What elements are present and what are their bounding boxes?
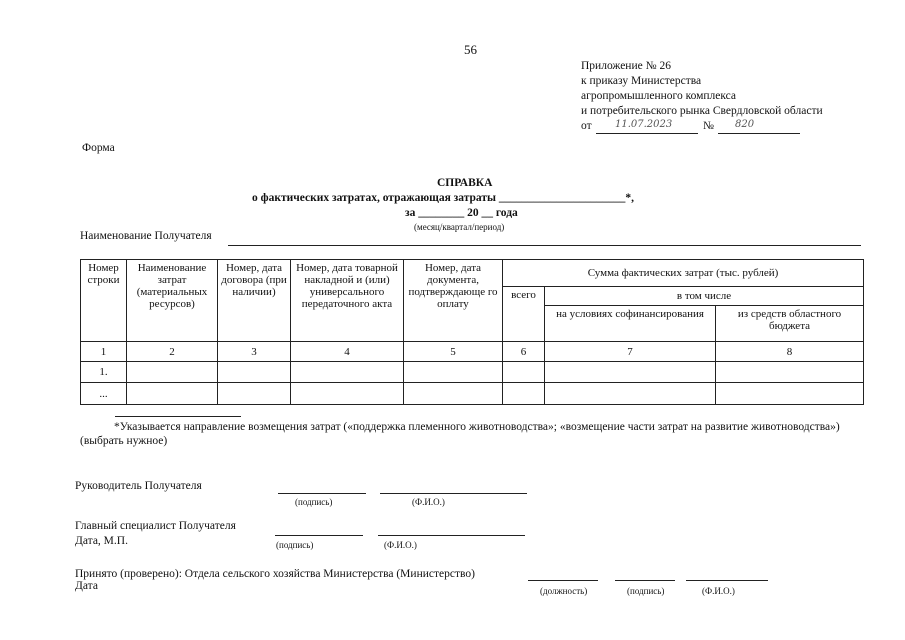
header-total: всего — [503, 287, 545, 342]
col-number: 6 — [503, 342, 545, 362]
title-line-3: за ________ 20 __ года — [405, 207, 518, 219]
col-number: 1 — [81, 342, 127, 362]
accepted-date-label: Дата — [75, 580, 98, 592]
chief-fio-hint: (Ф.И.О.) — [384, 540, 417, 550]
accepted-fio-hint: (Ф.И.О.) — [702, 586, 735, 596]
accepted-fio-line — [686, 580, 768, 581]
appendix-number-line — [718, 133, 800, 134]
chief-fio-line — [378, 535, 525, 536]
footnote-rule — [115, 416, 241, 417]
chief-sign-line — [275, 535, 363, 536]
cost-table — [80, 259, 864, 405]
title-line-2: о фактических затратах, отражающая затраты ______________________*, — [252, 192, 634, 204]
appendix-line-3: агропромышленного комплекса — [581, 90, 737, 102]
recipient-line — [228, 245, 861, 246]
chief-sign-hint: (подпись) — [276, 540, 314, 550]
header-regional: из средств областного бюджета — [716, 306, 864, 342]
header-payment-doc: Номер, дата документа, подтверждающе го оплату — [404, 260, 503, 342]
head-fio-line — [380, 493, 527, 494]
head-sign-hint: (подпись) — [295, 497, 333, 507]
appendix-line-1: Приложение № 26 — [581, 60, 671, 72]
accepted-position-line — [528, 580, 598, 581]
title-hint: (месяц/квартал/период) — [414, 222, 505, 232]
appendix-date-value: 11.07.2023 — [615, 119, 673, 130]
row-number: ... — [81, 383, 127, 405]
head-label: Руководитель Получателя — [75, 480, 202, 492]
footnote-text: *Указывается направление возмещения затрат («поддержка племенного животноводства»; «возмещение части затрат на развитие животноводства») (выбрать нужное) — [80, 421, 840, 447]
accepted-sign-hint: (подпись) — [627, 586, 665, 596]
header-contract: Номер, дата договора (при наличии) — [218, 260, 291, 342]
header-row-no: Номер строки — [81, 260, 127, 342]
table-row — [81, 383, 864, 405]
header-invoice: Номер, дата товарной накладной и (или) универсального передаточного акта — [291, 260, 404, 342]
col-number: 5 — [404, 342, 503, 362]
appendix-line-4: и потребительского рынка Свердловской области — [581, 105, 823, 117]
appendix-line-2: к приказу Министерства — [581, 75, 702, 87]
page-number: 56 — [464, 42, 477, 57]
head-sign-line — [278, 493, 366, 494]
appendix-date-prefix: от — [581, 120, 592, 132]
row-number: 1. — [81, 362, 127, 383]
chief-label: Главный специалист Получателя — [75, 520, 236, 532]
date-mp-label: Дата, М.П. — [75, 535, 128, 547]
header-incl: в том числе — [545, 287, 864, 306]
head-fio-hint: (Ф.И.О.) — [412, 497, 445, 507]
col-number: 4 — [291, 342, 404, 362]
accepted-sign-line — [615, 580, 675, 581]
recipient-label: Наименование Получателя — [80, 230, 212, 242]
accepted-label: Принято (проверено): Отдела сельского хозяйства Министерства (Министерство) — [75, 568, 475, 580]
col-number: 2 — [127, 342, 218, 362]
table-row — [81, 362, 864, 383]
title-main: СПРАВКА — [437, 177, 493, 189]
col-number: 7 — [545, 342, 716, 362]
form-label: Форма — [82, 142, 115, 154]
header-sum-group: Сумма фактических затрат (тыс. рублей) — [503, 260, 864, 287]
appendix-date-line — [596, 133, 698, 134]
col-number: 8 — [716, 342, 864, 362]
col-number: 3 — [218, 342, 291, 362]
appendix-number-prefix: № — [703, 120, 714, 132]
header-cost-name: Наименование затрат (материальных ресурсов) — [127, 260, 218, 342]
appendix-number-value: 820 — [735, 119, 755, 130]
header-cofin: на условиях софинансирования — [545, 306, 716, 342]
accepted-position-hint: (должность) — [540, 586, 588, 596]
